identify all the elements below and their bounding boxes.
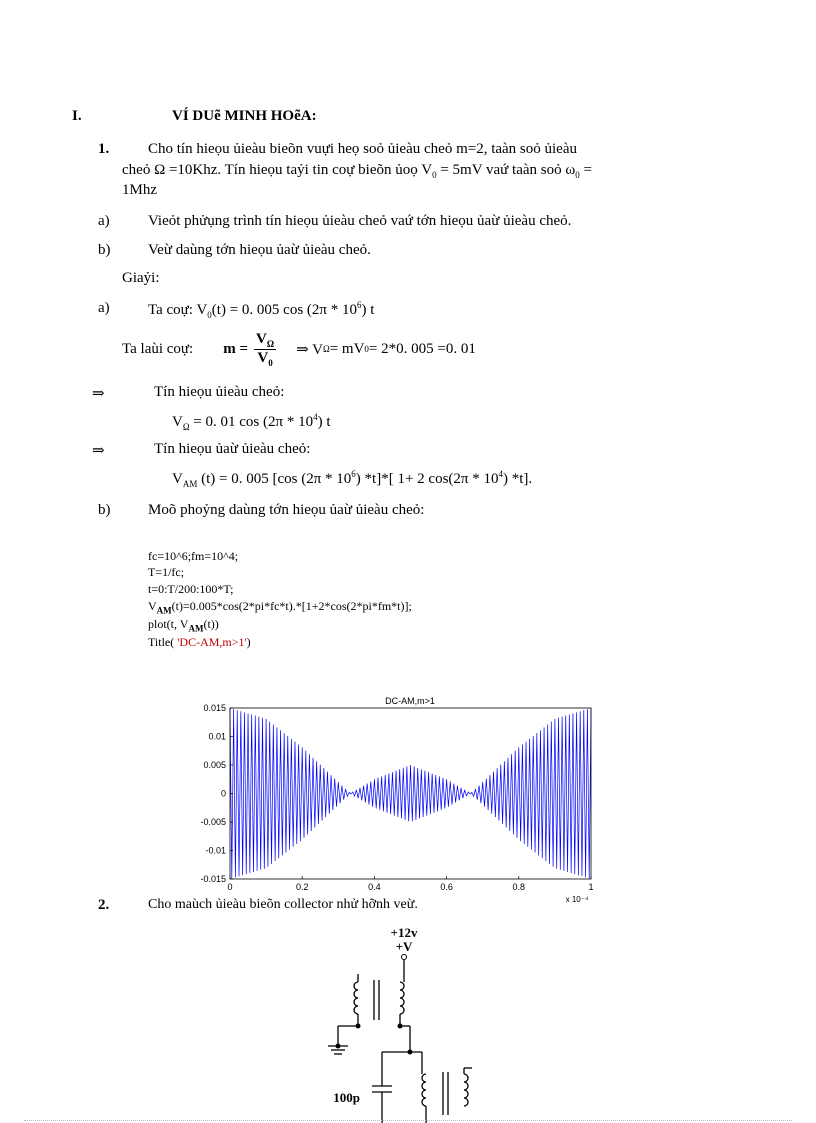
- junction-dot: [408, 1050, 413, 1055]
- code-line-1: fc=10^6;fm=10^4;: [148, 549, 239, 563]
- part-a-text: Vieỏt phửụng trình tín hieọu ủieàu cheỏ vaứ tớn hieọu ủaừ ủieàu cheỏ.: [148, 213, 572, 229]
- junction-dot: [336, 1044, 341, 1049]
- am-waveform-chart: [180, 694, 600, 908]
- code-line-5: plot(t, $V_{AM}(t)$): [148, 617, 219, 634]
- solution-label: Giaỷi:: [122, 270, 160, 286]
- problem-2-number: 2.: [98, 897, 110, 913]
- junction-dot: [398, 1024, 403, 1029]
- section-title: VÍ DUẽ MINH HOẽA:: [172, 108, 317, 124]
- part-b-text: Veừ daùng tớn hieọu ủaừ ủieàu cheỏ.: [148, 242, 371, 258]
- y-tick-label: 0.01: [208, 731, 226, 742]
- implies-arrow-1: ⇒: [92, 386, 105, 402]
- part-b-label: b): [98, 242, 111, 258]
- transformer-2-primary-coil: [422, 1074, 426, 1106]
- sol-b-text: Moõ phoỷng daùng tớn hieọu ủaừ ủieàu cheỏ:: [148, 502, 425, 518]
- code-line-4: $V_{AM}(t)=0.005*\cos(2*pi*fc*t).*[1+2*\cos(2*pi*fm*t)]$;: [148, 599, 412, 616]
- transformer-1-secondary-coil: [400, 982, 404, 1014]
- supply-voltage-label: +12v: [390, 925, 418, 940]
- chart-title: DC-AM,m>1: [385, 696, 435, 706]
- implies-text-2: Tín hieọu ủaừ ủieàu cheỏ:: [154, 441, 311, 457]
- am-waveform-line: [230, 708, 591, 878]
- sol-a-equation: Ta coự: $V_0(t) = 0$. 005 $\cos (2\pi * 10^6)$ t: [148, 300, 375, 320]
- supply-terminal: [402, 955, 407, 960]
- transformer-1-primary-coil: [354, 982, 358, 1014]
- sol-a-label: a): [98, 300, 110, 316]
- page-bottom-border: [24, 1120, 792, 1121]
- am-signal-equation: $V_{AM}$ (t) = 0. 005 [cos $(2\pi * 10^6)$ *t]*[ 1+ 2 $\cos(2\pi * 10^4)$ *t].: [172, 469, 533, 489]
- x-scale-label: x 10⁻⁴: [565, 895, 589, 904]
- problem-1-line-2: cheỏ Ω =10Khz. Tín hieọu taỷi tin coự bieõn ủoọ $V_0 = 5mV$ vaứ taàn soỏ $\omega_0$ =: [122, 162, 592, 180]
- y-tick-label: 0.015: [203, 703, 226, 713]
- modulating-signal-equation: $V_\Omega = 0$. 01 $\cos (2\pi * 10^4)$ t: [172, 412, 331, 432]
- y-tick-label: -0.015: [200, 874, 226, 884]
- sol-b-label: b): [98, 502, 111, 518]
- problem-1-line-1: Cho tín hieọu ủieàu bieõn vuựi heọ soỏ ủieàu cheỏ m=2, taàn soỏ ủieàu: [148, 141, 577, 157]
- fraction: $\frac{V_\Omega}{V_0}$: [256, 330, 275, 368]
- y-tick-label: -0.01: [205, 845, 226, 856]
- x-tick-label: 1: [588, 882, 594, 892]
- x-tick-label: 0.6: [440, 882, 453, 892]
- x-tick-label: 0.8: [512, 882, 526, 892]
- code-line-3: t=0:T/200:100*T;: [148, 582, 234, 596]
- y-tick-label: 0.005: [203, 760, 226, 770]
- code-line-2: T=1/fc;: [148, 565, 185, 579]
- supply-v-label: +V: [395, 939, 413, 954]
- junction-dot: [356, 1024, 361, 1029]
- implies-text-1: Tín hieọu ủieàu cheỏ:: [154, 384, 285, 400]
- implies-arrow-2: ⇒: [92, 443, 105, 459]
- modulation-index-equation: Ta laùi coự: m = $\frac{V_\Omega}{V_0}$ ⇒ V Ω = mV 0 = 2*0. 005 =0. 01: [122, 330, 476, 368]
- part-a-label: a): [98, 213, 110, 229]
- code-line-6: Title( 'DC-AM,m>1'): [148, 635, 251, 649]
- problem-1-line-3: 1Mhz: [122, 182, 157, 198]
- section-number: I.: [72, 108, 82, 124]
- x-tick-label: 0: [227, 882, 233, 892]
- problem-2-text: Cho maùch ủieàu bieõn collector nhử hỡnh veừ.: [148, 897, 418, 910]
- capacitor-label: 100p: [333, 1090, 360, 1105]
- problem-1-number: 1.: [98, 141, 110, 157]
- transformer-2-secondary-coil: [464, 1074, 468, 1106]
- y-tick-label: -0.005: [200, 817, 226, 827]
- x-tick-label: 0.2: [295, 882, 309, 892]
- y-tick-label: 0: [220, 788, 226, 799]
- collector-modulator-circuit: [300, 920, 500, 1123]
- x-tick-label: 0.4: [368, 882, 381, 892]
